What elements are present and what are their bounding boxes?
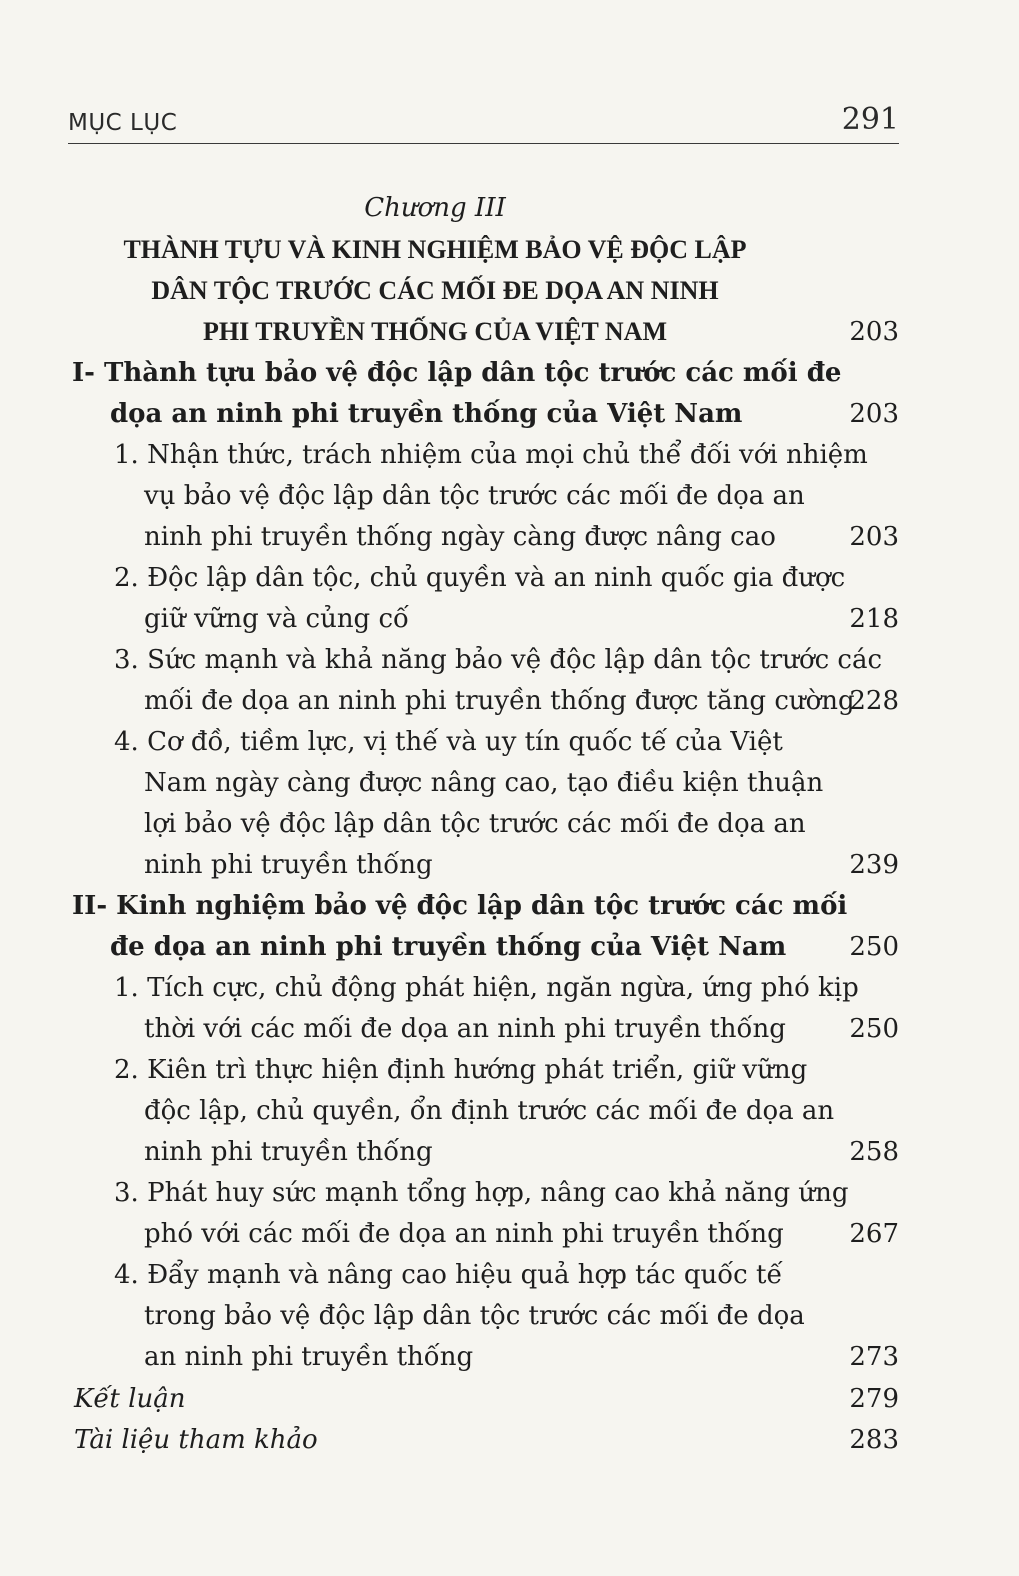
toc-entry-1-4-line-3: lợi bảo vệ độc lập dân tộc trước các mối đe dọa an xyxy=(144,809,806,839)
toc-entry-references: Tài liệu tham khảo 283 xyxy=(0,1420,1019,1460)
toc-entry-1-3-line-1: 3. Sức mạnh và khả năng bảo vệ độc lập dân tộc trước các xyxy=(114,645,883,675)
chapter-title-line-1: THÀNH TỰU VÀ KINH NGHIỆM BẢO VỆ ĐỘC LẬP xyxy=(123,235,747,264)
chapter-page: 203 xyxy=(849,317,899,347)
chapter-title-line-3: PHI TRUYỀN THỐNG CỦA VIỆT NAM 203 xyxy=(0,312,1019,352)
toc-entry-1-1-line-1: 1. Nhận thức, trách nhiệm của mọi chủ thể đối với nhiệm xyxy=(114,440,868,470)
section-1-page: 203 xyxy=(849,399,899,429)
toc-entry-1-2-line-2: giữ vững và củng cố 218 xyxy=(0,599,1019,639)
toc-entry-1-4-page: 239 xyxy=(849,850,899,880)
toc-entry-2-2-line-3: ninh phi truyền thống 258 xyxy=(0,1132,1019,1172)
section-2-heading-line-1: II- Kinh nghiệm bảo vệ độc lập dân tộc trước các mối xyxy=(72,891,848,921)
toc-entry-2-3-line-2: phó với các mối đe dọa an ninh phi truyền thống 267 xyxy=(0,1214,1019,1254)
toc-entry-2-3-line-1: 3. Phát huy sức mạnh tổng hợp, nâng cao khả năng ứng xyxy=(114,1178,849,1208)
toc-entry-2-1-page: 250 xyxy=(849,1014,899,1044)
toc-entry-2-1-line-1: 1. Tích cực, chủ động phát hiện, ngăn ngừa, ứng phó kịp xyxy=(114,973,859,1003)
toc-entry-2-2-line-2: độc lập, chủ quyền, ổn định trước các mối đe dọa an xyxy=(144,1096,835,1126)
toc-entry-1-2-page: 218 xyxy=(849,604,899,634)
toc-entry-2-1-line-2: thời với các mối đe dọa an ninh phi truyền thống 250 xyxy=(0,1009,1019,1049)
toc-entry-1-4-line-1: 4. Cơ đồ, tiềm lực, vị thế và uy tín quốc tế của Việt xyxy=(114,727,783,757)
toc-entry-1-3-line-2: mối đe dọa an ninh phi truyền thống được tăng cường 228 xyxy=(0,681,1019,721)
section-1-heading-line-1: I- Thành tựu bảo vệ độc lập dân tộc trước các mối đe xyxy=(72,358,842,388)
chapter-title-line-2: DÂN TỘC TRƯỚC CÁC MỐI ĐE DỌA AN NINH xyxy=(151,276,719,305)
section-2-heading-line-2: đe dọa an ninh phi truyền thống của Việt Nam 250 xyxy=(0,927,1019,967)
section-1-heading-line-2: dọa an ninh phi truyền thống của Việt Nam 203 xyxy=(0,394,1019,434)
chapter-label-line xyxy=(0,188,1019,228)
toc-entry-2-2-line-1: 2. Kiên trì thực hiện định hướng phát triển, giữ vững xyxy=(114,1055,808,1085)
toc-entry-1-4-line-2: Nam ngày càng được nâng cao, tạo điều kiện thuận xyxy=(144,768,824,798)
toc-entry-2-3-page: 267 xyxy=(849,1219,899,1249)
references-page: 283 xyxy=(849,1425,899,1455)
section-2-page: 250 xyxy=(849,932,899,962)
toc-entry-1-2-line-1: 2. Độc lập dân tộc, chủ quyền và an ninh quốc gia được xyxy=(114,563,846,593)
toc-entry-2-4-line-3: an ninh phi truyền thống 273 xyxy=(0,1337,1019,1377)
toc-entry-1-1-page: 203 xyxy=(849,522,899,552)
toc-entry-conclusion: Kết luận 279 xyxy=(0,1379,1019,1419)
toc-entry-1-3-page: 228 xyxy=(849,686,899,716)
toc-entry-2-4-line-1: 4. Đẩy mạnh và nâng cao hiệu quả hợp tác quốc tế xyxy=(114,1260,783,1290)
toc-entry-2-2-page: 258 xyxy=(849,1137,899,1167)
toc-entry-1-4-line-4: ninh phi truyền thống 239 xyxy=(0,845,1019,885)
toc-entry-2-4-line-2: trong bảo vệ độc lập dân tộc trước các mối đe dọa xyxy=(144,1301,805,1331)
header-title: MỤC LỤC xyxy=(68,110,178,136)
toc-entry-2-4-page: 273 xyxy=(849,1342,899,1372)
chapter-label: Chương III xyxy=(364,193,506,223)
toc-entry-1-1-line-3: ninh phi truyền thống ngày càng được nâng cao 203 xyxy=(0,517,1019,557)
toc-entry-1-1-line-2: vụ bảo vệ độc lập dân tộc trước các mối đe dọa an xyxy=(144,481,805,511)
header-page-number: 291 xyxy=(841,102,899,137)
conclusion-page: 279 xyxy=(849,1384,899,1414)
header-rule xyxy=(68,143,899,144)
